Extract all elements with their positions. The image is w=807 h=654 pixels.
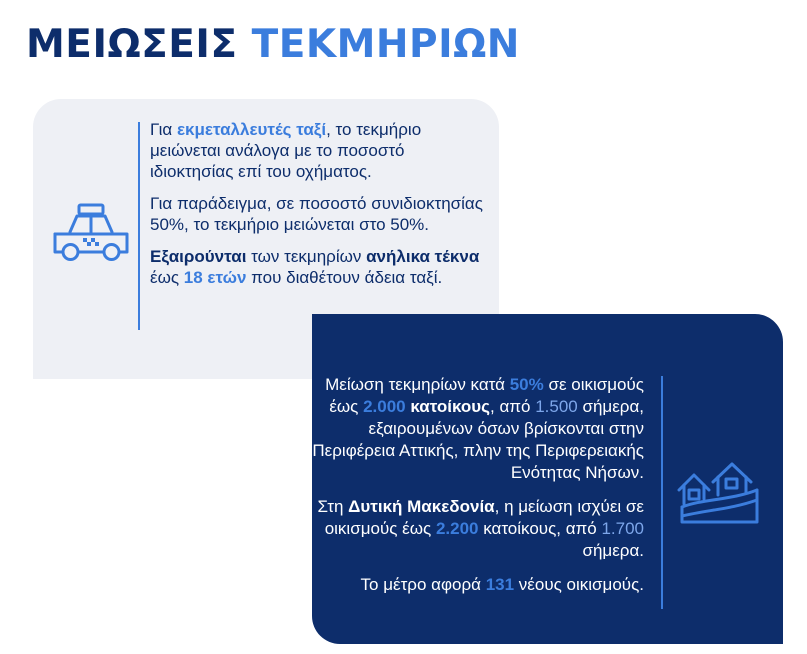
text-run: Για <box>150 120 177 139</box>
text-run: σήμερα, εξαιρουμένων όσων βρίσκονται στην Περιφέρεια Αττικής, πλην της Περιφερειακής Ενότητας Νήσων. <box>312 397 644 482</box>
text-run: Το μέτρο αφορά <box>360 575 486 594</box>
taxi-icon <box>50 202 132 264</box>
text-run: Μείωση τεκμηρίων κατά <box>325 375 510 394</box>
exempt-bold: Εξαιρούνται <box>150 247 247 266</box>
settlements-count-highlight: 131 <box>485 575 515 594</box>
text-run: , από <box>490 397 536 416</box>
text-run: Στη <box>317 497 349 516</box>
settlements-card <box>312 314 783 644</box>
title-part-2: ΤΕΚΜΗΡΙΩΝ <box>251 22 520 67</box>
taxi-card-divider <box>138 122 140 330</box>
region-population-highlight: 2.200 <box>435 519 479 538</box>
text-run: , το τεκμήριο μειώνεται ανάλογα με το ποσοστό ιδιοκτησίας επί του οχήματος. <box>150 120 422 181</box>
settlements-card-text <box>312 374 644 608</box>
page-title <box>26 22 520 68</box>
taxi-card-text <box>150 119 490 299</box>
region-bold: Δυτική Μακεδονία <box>348 497 495 516</box>
taxi-paragraph-2: Για παράδειγμα, σε ποσοστό συνιδιοκτησίας 50%, το τεκμήριο μειώνεται στο 50%. <box>150 194 483 234</box>
text-run: που διαθέτουν άδεια ταξί. <box>246 268 443 287</box>
percent-highlight: 50% <box>509 375 544 394</box>
minor-children-bold: ανήλικα τέκνα <box>366 247 480 266</box>
text-run: έως <box>150 268 184 287</box>
settlements-paragraph-2 <box>312 496 644 562</box>
taxi-paragraph-1 <box>150 119 490 182</box>
taxi-operators-highlight: εκμεταλλευτές ταξί <box>176 120 327 139</box>
population-highlight: 2.000 <box>363 397 406 416</box>
region-previous-population-highlight: 1.700 <box>601 519 644 538</box>
text-run: , η μείωση ισχύει σε οικισμούς έως <box>324 497 644 538</box>
text-run: σε οικισμούς έως <box>329 375 644 416</box>
text-run: σήμερα. <box>582 541 644 560</box>
settlements-paragraph-3 <box>312 574 644 596</box>
title-part-1: ΜΕΙΩΣΕΙΣ <box>26 22 238 67</box>
settlements-paragraph-1 <box>312 374 644 484</box>
residents-bold: κατοίκους <box>410 397 490 416</box>
settlements-card-divider <box>661 376 663 609</box>
text-run: νέους οικισμούς. <box>514 575 644 594</box>
previous-population-highlight: 1.500 <box>535 397 578 416</box>
houses-icon <box>677 460 761 524</box>
text-run: των τεκμηρίων <box>246 247 367 266</box>
text-run: κατοίκους, από <box>478 519 602 538</box>
age-highlight: 18 ετών <box>183 268 247 287</box>
taxi-paragraph-3 <box>150 246 490 288</box>
